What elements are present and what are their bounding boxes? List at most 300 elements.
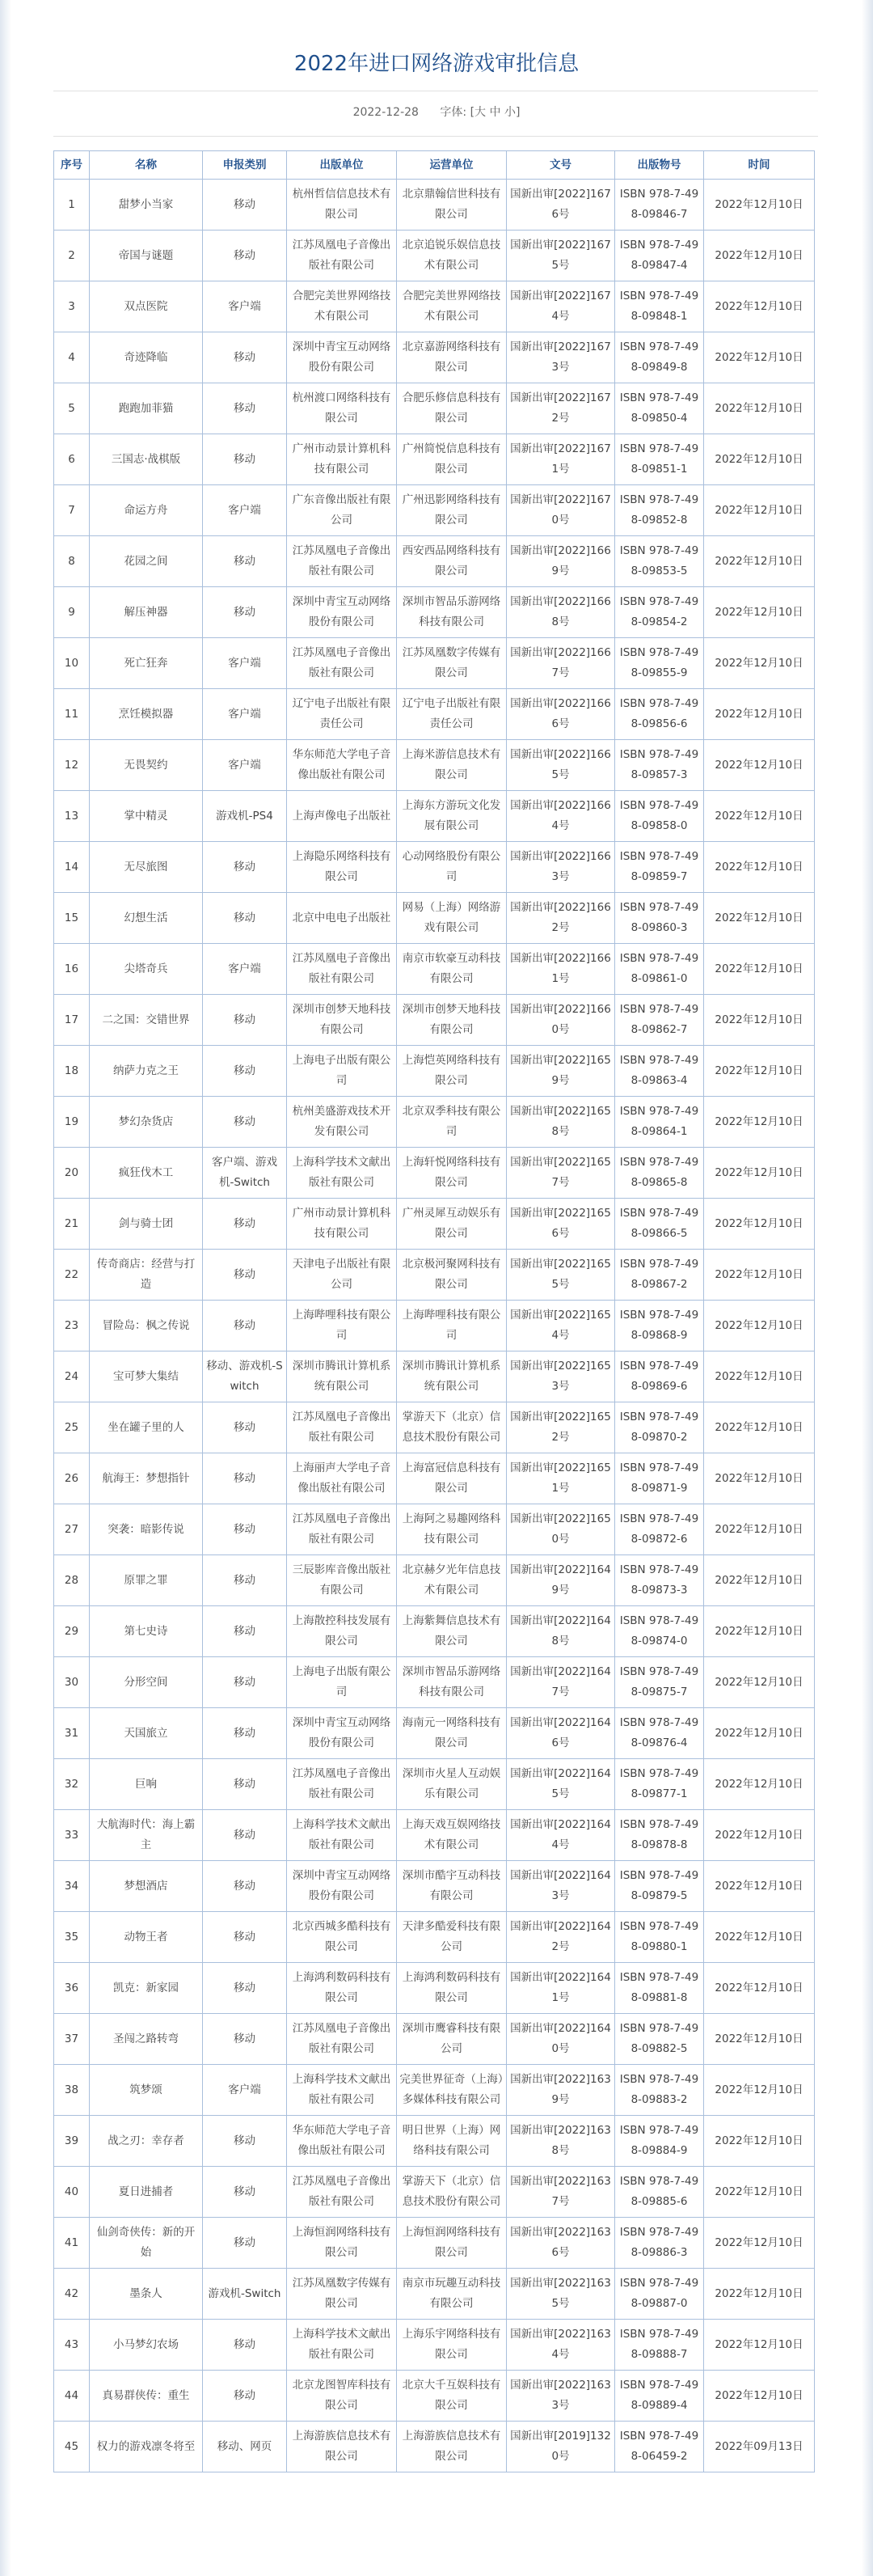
cell-isbn: ISBN 978-7-498-09871-9 [615,1453,704,1504]
table-row [54,638,815,689]
cell-name: 梦幻杂货店 [90,1097,203,1148]
cell-category: 客户端 [203,281,287,332]
cell-publisher: 合肥完美世界网络技术有限公司 [287,281,397,332]
cell-index: 8 [54,536,90,587]
cell-operator: 深圳市腾讯计算机系统有限公司 [397,1351,507,1402]
cell-isbn: ISBN 978-7-498-09880-1 [615,1912,704,1963]
table-row [54,536,815,587]
cell-approval-number: 国新出审[2019]1320号 [507,2422,615,2472]
cell-approval-number: 国新出审[2022]1658号 [507,1097,615,1148]
cell-approval-number: 国新出审[2022]1666号 [507,689,615,740]
cell-category: 移动 [203,1301,287,1351]
cell-category: 移动 [203,995,287,1046]
cell-category: 移动 [203,1199,287,1250]
cell-operator: 天津多酷爱科技有限公司 [397,1912,507,1963]
cell-operator: 北京赫夕光年信息技术有限公司 [397,1555,507,1606]
table-row [54,2218,815,2269]
cell-index: 37 [54,2014,90,2065]
table-row [54,1301,815,1351]
cell-operator: 广州迅影网络科技有限公司 [397,485,507,536]
cell-name: 大航海时代：海上霸主 [90,1810,203,1861]
cell-date: 2022年12月10日 [704,281,815,332]
cell-category: 客户端 [203,485,287,536]
cell-publisher: 上海恒润网络科技有限公司 [287,2218,397,2269]
cell-name: 天国旅立 [90,1708,203,1759]
cell-index: 7 [54,485,90,536]
cell-index: 3 [54,281,90,332]
cell-publisher: 杭州渡口网络科技有限公司 [287,383,397,434]
meta-divider [53,136,818,137]
cell-index: 5 [54,383,90,434]
cell-category: 移动 [203,1504,287,1555]
cell-operator: 上海富冠信息科技有限公司 [397,1453,507,1504]
header-publisher: 出版单位 [287,151,397,180]
cell-name: 权力的游戏凛冬将至 [90,2422,203,2472]
cell-operator: 北京大千互娱科技有限公司 [397,2371,507,2422]
cell-approval-number: 国新出审[2022]1673号 [507,332,615,383]
cell-approval-number: 国新出审[2022]1668号 [507,587,615,638]
cell-category: 移动 [203,2218,287,2269]
cell-publisher: 上海声像电子出版社 [287,791,397,842]
cell-isbn: ISBN 978-7-498-09855-9 [615,638,704,689]
cell-index: 33 [54,1810,90,1861]
cell-isbn: ISBN 978-7-498-09875-7 [615,1657,704,1708]
cell-date: 2022年12月10日 [704,231,815,281]
cell-date: 2022年12月10日 [704,2320,815,2371]
cell-category: 移动 [203,1555,287,1606]
cell-date: 2022年12月10日 [704,995,815,1046]
cell-publisher: 江苏凤凰电子音像出版社有限公司 [287,1504,397,1555]
cell-approval-number: 国新出审[2022]1648号 [507,1606,615,1657]
cell-approval-number: 国新出审[2022]1640号 [507,2014,615,2065]
cell-operator: 深圳市鹰睿科技有限公司 [397,2014,507,2065]
cell-approval-number: 国新出审[2022]1670号 [507,485,615,536]
cell-publisher: 北京中电电子出版社 [287,893,397,944]
cell-isbn: ISBN 978-7-498-09858-0 [615,791,704,842]
cell-date: 2022年12月10日 [704,2065,815,2116]
header-index: 序号 [54,151,90,180]
header-isbn: 出版物号 [615,151,704,180]
cell-name: 原罪之罪 [90,1555,203,1606]
cell-name: 掌中精灵 [90,791,203,842]
cell-approval-number: 国新出审[2022]1652号 [507,1402,615,1453]
cell-operator: 上海乐宇网络科技有限公司 [397,2320,507,2371]
cell-date: 2022年12月10日 [704,1199,815,1250]
cell-operator: 合肥乐修信息科技有限公司 [397,383,507,434]
cell-category: 移动 [203,1912,287,1963]
table-row [54,1453,815,1504]
table-row [54,485,815,536]
cell-date: 2022年12月10日 [704,1250,815,1301]
cell-operator: 上海鸿利数码科技有限公司 [397,1963,507,2014]
cell-operator: 西安西品网络科技有限公司 [397,536,507,587]
cell-index: 12 [54,740,90,791]
cell-isbn: ISBN 978-7-498-09850-4 [615,383,704,434]
cell-operator: 深圳市酷宇互动科技有限公司 [397,1861,507,1912]
cell-approval-number: 国新出审[2022]1633号 [507,2371,615,2422]
cell-category: 移动 [203,842,287,893]
cell-isbn: ISBN 978-7-498-09865-8 [615,1148,704,1199]
cell-isbn: ISBN 978-7-498-09876-4 [615,1708,704,1759]
cell-category: 移动 [203,1759,287,1810]
cell-category: 移动 [203,1861,287,1912]
cell-isbn: ISBN 978-7-498-09881-8 [615,1963,704,2014]
table-row [54,2269,815,2320]
cell-publisher: 江苏凤凰电子音像出版社有限公司 [287,231,397,281]
cell-index: 10 [54,638,90,689]
cell-index: 32 [54,1759,90,1810]
cell-index: 17 [54,995,90,1046]
cell-name: 梦想酒店 [90,1861,203,1912]
table-row [54,1504,815,1555]
cell-isbn: ISBN 978-7-498-09884-9 [615,2116,704,2167]
table-row [54,791,815,842]
publish-date: 2022-12-28 [352,106,419,119]
cell-approval-number: 国新出审[2022]1653号 [507,1351,615,1402]
cell-name: 巨响 [90,1759,203,1810]
cell-date: 2022年12月10日 [704,1402,815,1453]
cell-approval-number: 国新出审[2022]1672号 [507,383,615,434]
cell-operator: 江苏凤凰数字传媒有限公司 [397,638,507,689]
header-name: 名称 [90,151,203,180]
cell-isbn: ISBN 978-7-498-09853-5 [615,536,704,587]
cell-date: 2022年12月10日 [704,1861,815,1912]
cell-approval-number: 国新出审[2022]1649号 [507,1555,615,1606]
cell-name: 墨条人 [90,2269,203,2320]
cell-operator: 南京市玩趣互动科技有限公司 [397,2269,507,2320]
cell-category: 移动 [203,587,287,638]
cell-publisher: 江苏凤凰电子音像出版社有限公司 [287,2014,397,2065]
cell-publisher: 上海科学技术文献出版社有限公司 [287,2065,397,2116]
cell-index: 14 [54,842,90,893]
cell-category: 移动 [203,2167,287,2218]
cell-index: 35 [54,1912,90,1963]
cell-index: 19 [54,1097,90,1148]
cell-name: 战之刃：幸存者 [90,2116,203,2167]
cell-approval-number: 国新出审[2022]1639号 [507,2065,615,2116]
cell-name: 航海王：梦想指针 [90,1453,203,1504]
cell-name: 分形空间 [90,1657,203,1708]
cell-index: 28 [54,1555,90,1606]
cell-date: 2022年12月10日 [704,791,815,842]
article-meta [0,104,873,120]
cell-name: 圣闯之路转弯 [90,2014,203,2065]
cell-operator: 掌游天下（北京）信息技术股份有限公司 [397,2167,507,2218]
cell-approval-number: 国新出审[2022]1643号 [507,1861,615,1912]
cell-approval-number: 国新出审[2022]1647号 [507,1657,615,1708]
cell-publisher: 广州市动景计算机科技有限公司 [287,434,397,485]
table-row [54,842,815,893]
cell-name: 花园之间 [90,536,203,587]
cell-name: 二之国：交错世界 [90,995,203,1046]
cell-date: 2022年12月10日 [704,893,815,944]
cell-approval-number: 国新出审[2022]1657号 [507,1148,615,1199]
cell-approval-number: 国新出审[2022]1669号 [507,536,615,587]
cell-category: 移动 [203,1708,287,1759]
cell-index: 36 [54,1963,90,2014]
cell-approval-number: 国新出审[2022]1662号 [507,893,615,944]
cell-date: 2022年12月10日 [704,1046,815,1097]
cell-approval-number: 国新出审[2022]1651号 [507,1453,615,1504]
cell-isbn: ISBN 978-7-498-09885-6 [615,2167,704,2218]
cell-index: 40 [54,2167,90,2218]
cell-isbn: ISBN 978-7-498-09864-1 [615,1097,704,1148]
cell-date: 2022年12月10日 [704,2167,815,2218]
cell-approval-number: 国新出审[2022]1665号 [507,740,615,791]
cell-index: 6 [54,434,90,485]
table-row [54,944,815,995]
cell-category: 移动 [203,1097,287,1148]
cell-publisher: 广东音像出版社有限公司 [287,485,397,536]
cell-isbn: ISBN 978-7-498-09872-6 [615,1504,704,1555]
cell-name: 小马梦幻农场 [90,2320,203,2371]
cell-publisher: 江苏凤凰电子音像出版社有限公司 [287,2167,397,2218]
table-row [54,1810,815,1861]
cell-operator: 上海哔哩科技有限公司 [397,1301,507,1351]
cell-publisher: 江苏凤凰电子音像出版社有限公司 [287,1402,397,1453]
cell-approval-number: 国新出审[2022]1634号 [507,2320,615,2371]
cell-index: 21 [54,1199,90,1250]
page-left-edge [0,0,11,2576]
cell-category: 移动 [203,332,287,383]
cell-name: 尖塔奇兵 [90,944,203,995]
font-size-switcher[interactable]: [大 中 小] [470,106,521,119]
table-row [54,2065,815,2116]
cell-approval-number: 国新出审[2022]1646号 [507,1708,615,1759]
cell-name: 解压神器 [90,587,203,638]
cell-category: 移动 [203,1606,287,1657]
cell-isbn: ISBN 978-7-498-09873-3 [615,1555,704,1606]
cell-category: 移动 [203,1046,287,1097]
cell-publisher: 江苏凤凰电子音像出版社有限公司 [287,1759,397,1810]
table-row [54,231,815,281]
cell-isbn: ISBN 978-7-498-09849-8 [615,332,704,383]
cell-approval-number: 国新出审[2022]1641号 [507,1963,615,2014]
table-row [54,893,815,944]
header-date: 时间 [704,151,815,180]
cell-publisher: 江苏凤凰数字传媒有限公司 [287,2269,397,2320]
cell-isbn: ISBN 978-7-498-09886-3 [615,2218,704,2269]
cell-name: 无尽旅图 [90,842,203,893]
cell-date: 2022年12月10日 [704,740,815,791]
cell-name: 夏日进捕者 [90,2167,203,2218]
cell-operator: 上海轩悦网络科技有限公司 [397,1148,507,1199]
cell-publisher: 上海游族信息技术有限公司 [287,2422,397,2472]
cell-operator: 广州灵犀互动娱乐有限公司 [397,1199,507,1250]
cell-publisher: 天津电子出版社有限公司 [287,1250,397,1301]
cell-date: 2022年12月10日 [704,536,815,587]
cell-date: 2022年12月10日 [704,2371,815,2422]
cell-category: 移动 [203,2116,287,2167]
cell-date: 2022年12月10日 [704,2269,815,2320]
cell-publisher: 上海科学技术文献出版社有限公司 [287,1148,397,1199]
cell-index: 39 [54,2116,90,2167]
cell-approval-number: 国新出审[2022]1635号 [507,2269,615,2320]
cell-category: 客户端 [203,2065,287,2116]
table-row [54,1657,815,1708]
cell-publisher: 上海电子出版有限公司 [287,1046,397,1097]
cell-name: 无畏契约 [90,740,203,791]
cell-approval-number: 国新出审[2022]1650号 [507,1504,615,1555]
cell-approval-number: 国新出审[2022]1676号 [507,180,615,231]
table-row [54,332,815,383]
cell-date: 2022年12月10日 [704,1657,815,1708]
cell-name: 幻想生活 [90,893,203,944]
cell-operator: 心动网络股份有限公司 [397,842,507,893]
cell-name: 坐在罐子里的人 [90,1402,203,1453]
cell-name: 死亡狂奔 [90,638,203,689]
cell-publisher: 杭州美盛游戏技术开发有限公司 [287,1097,397,1148]
cell-isbn: ISBN 978-7-498-09860-3 [615,893,704,944]
table-row [54,1555,815,1606]
cell-publisher: 北京西城多酷科技有限公司 [287,1912,397,1963]
cell-category: 移动 [203,1402,287,1453]
page-title: 2022年进口网络游戏审批信息 [293,52,580,76]
cell-publisher: 广州市动景计算机科技有限公司 [287,1199,397,1250]
cell-isbn: ISBN 978-7-498-09862-7 [615,995,704,1046]
table-row [54,1912,815,1963]
table-row [54,2320,815,2371]
cell-name: 宝可梦大集结 [90,1351,203,1402]
cell-date: 2022年12月10日 [704,1148,815,1199]
cell-approval-number: 国新出审[2022]1654号 [507,1301,615,1351]
table-row [54,1351,815,1402]
cell-index: 45 [54,2422,90,2472]
table-row [54,2371,815,2422]
cell-operator: 深圳市智品乐游网络科技有限公司 [397,587,507,638]
cell-category: 游戏机-Switch [203,2269,287,2320]
cell-publisher: 上海鸿利数码科技有限公司 [287,1963,397,2014]
table-row [54,740,815,791]
cell-date: 2022年12月10日 [704,1708,815,1759]
cell-isbn: ISBN 978-7-498-09879-5 [615,1861,704,1912]
cell-index: 24 [54,1351,90,1402]
cell-category: 移动 [203,1963,287,2014]
cell-category: 客户端 [203,689,287,740]
cell-isbn: ISBN 978-7-498-09861-0 [615,944,704,995]
cell-publisher: 深圳中青宝互动网络股份有限公司 [287,332,397,383]
cell-isbn: ISBN 978-7-498-09867-2 [615,1250,704,1301]
cell-category: 移动 [203,231,287,281]
cell-index: 41 [54,2218,90,2269]
cell-date: 2022年12月10日 [704,944,815,995]
cell-operator: 上海游族信息技术有限公司 [397,2422,507,2472]
cell-date: 2022年12月10日 [704,1606,815,1657]
cell-index: 23 [54,1301,90,1351]
cell-publisher: 华东师范大学电子音像出版社有限公司 [287,2116,397,2167]
cell-approval-number: 国新出审[2022]1671号 [507,434,615,485]
cell-isbn: ISBN 978-7-498-09848-1 [615,281,704,332]
cell-index: 18 [54,1046,90,1097]
cell-publisher: 深圳市腾讯计算机系统有限公司 [287,1351,397,1402]
cell-index: 22 [54,1250,90,1301]
table-row [54,1402,815,1453]
cell-index: 44 [54,2371,90,2422]
cell-isbn: ISBN 978-7-498-09887-0 [615,2269,704,2320]
cell-index: 25 [54,1402,90,1453]
cell-date: 2022年12月10日 [704,1453,815,1504]
cell-approval-number: 国新出审[2022]1667号 [507,638,615,689]
cell-date: 2022年12月10日 [704,638,815,689]
cell-category: 移动 [203,1657,287,1708]
cell-date: 2022年12月10日 [704,1301,815,1351]
table-row [54,689,815,740]
cell-category: 移动 [203,180,287,231]
cell-category: 客户端 [203,944,287,995]
cell-name: 奇迹降临 [90,332,203,383]
cell-approval-number: 国新出审[2022]1674号 [507,281,615,332]
cell-approval-number: 国新出审[2022]1664号 [507,791,615,842]
cell-publisher: 上海科学技术文献出版社有限公司 [287,2320,397,2371]
cell-publisher: 华东师范大学电子音像出版社有限公司 [287,740,397,791]
table-row [54,383,815,434]
cell-approval-number: 国新出审[2022]1644号 [507,1810,615,1861]
cell-operator: 上海天戏互娱网络技术有限公司 [397,1810,507,1861]
table-header-row [54,151,815,180]
cell-name: 甜梦小当家 [90,180,203,231]
cell-category: 移动 [203,2320,287,2371]
cell-name: 仙剑奇侠传：新的开始 [90,2218,203,2269]
cell-name: 命运方舟 [90,485,203,536]
cell-operator: 海南元一网络科技有限公司 [397,1708,507,1759]
table-row [54,1708,815,1759]
cell-category: 移动 [203,536,287,587]
table-row [54,281,815,332]
cell-isbn: ISBN 978-7-498-06459-2 [615,2422,704,2472]
table-row [54,1861,815,1912]
table-row [54,1606,815,1657]
cell-date: 2022年12月10日 [704,485,815,536]
cell-date: 2022年12月10日 [704,1351,815,1402]
cell-operator: 网易（上海）网络游戏有限公司 [397,893,507,944]
cell-operator: 掌游天下（北京）信息技术股份有限公司 [397,1402,507,1453]
cell-operator: 北京鼎翰信世科技有限公司 [397,180,507,231]
cell-name: 三国志·战棋版 [90,434,203,485]
cell-isbn: ISBN 978-7-498-09847-4 [615,231,704,281]
cell-date: 2022年12月10日 [704,1963,815,2014]
cell-operator: 南京市软豪互动科技有限公司 [397,944,507,995]
table-row [54,2014,815,2065]
cell-name: 纳萨力克之王 [90,1046,203,1097]
table-row [54,1148,815,1199]
cell-approval-number: 国新出审[2022]1638号 [507,2116,615,2167]
cell-isbn: ISBN 978-7-498-09869-6 [615,1351,704,1402]
cell-publisher: 深圳中青宝互动网络股份有限公司 [287,587,397,638]
table-row [54,1250,815,1301]
header-approval-number: 文号 [507,151,615,180]
cell-operator: 北京双季科技有限公司 [397,1097,507,1148]
cell-publisher: 上海哔哩科技有限公司 [287,1301,397,1351]
table-row [54,1046,815,1097]
cell-publisher: 江苏凤凰电子音像出版社有限公司 [287,536,397,587]
cell-date: 2022年12月10日 [704,383,815,434]
cell-operator: 合肥完美世界网络技术有限公司 [397,281,507,332]
cell-date: 2022年12月10日 [704,1097,815,1148]
cell-isbn: ISBN 978-7-498-09846-7 [615,180,704,231]
table-row [54,180,815,231]
cell-index: 2 [54,231,90,281]
cell-name: 凯克：新家园 [90,1963,203,2014]
cell-publisher: 上海丽声大学电子音像出版社有限公司 [287,1453,397,1504]
font-size-label: 字体: [440,106,467,119]
cell-index: 4 [54,332,90,383]
cell-approval-number: 国新出审[2022]1645号 [507,1759,615,1810]
table-row [54,1759,815,1810]
table-row [54,2422,815,2472]
cell-approval-number: 国新出审[2022]1636号 [507,2218,615,2269]
cell-category: 移动 [203,1810,287,1861]
cell-isbn: ISBN 978-7-498-09851-1 [615,434,704,485]
